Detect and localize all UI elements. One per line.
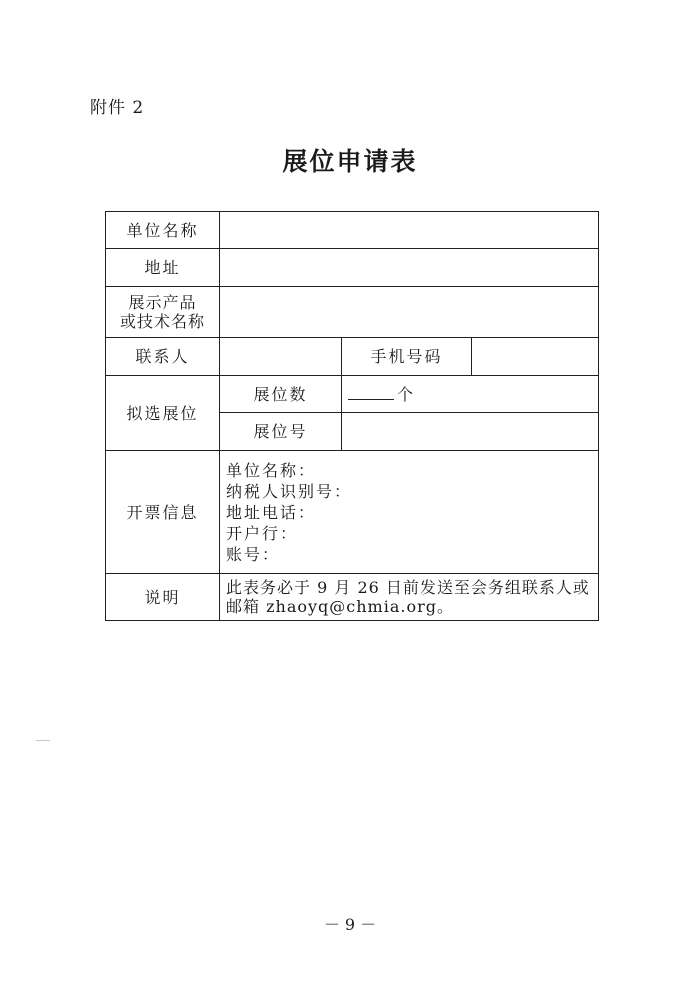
row-invoice	[106, 451, 599, 574]
invoice-tax-id[interactable]: 纳税人识别号：	[226, 481, 353, 501]
booth-count-unit: 个	[397, 384, 414, 404]
address-field[interactable]	[220, 249, 599, 287]
invoice-company-name[interactable]: 单位名称：	[226, 460, 317, 480]
products-label-line2: 或技术名称	[119, 312, 205, 331]
row-products	[106, 287, 599, 338]
row-note	[106, 574, 599, 621]
row-contact	[106, 338, 599, 376]
invoice-fields	[220, 451, 599, 574]
row-booth-count	[106, 376, 599, 413]
page-number: － 9 －	[323, 915, 377, 934]
invoice-label: 开票信息	[106, 451, 220, 574]
booth-number-field[interactable]	[342, 413, 599, 451]
row-address	[106, 249, 599, 287]
company-name-field[interactable]	[220, 212, 599, 249]
products-field[interactable]	[220, 287, 599, 338]
booth-count-label: 展位数	[220, 376, 342, 413]
note-label: 说明	[106, 574, 220, 621]
mobile-field[interactable]	[472, 338, 599, 376]
company-name-label: 单位名称	[106, 212, 220, 249]
booth-count-cell	[342, 376, 599, 413]
products-label-line1: 展示产品	[128, 293, 197, 312]
booth-label: 拟选展位	[106, 376, 220, 451]
address-label: 地址	[106, 249, 220, 287]
products-label	[106, 287, 220, 338]
booth-count-field[interactable]	[348, 385, 394, 400]
scan-mark	[36, 740, 50, 741]
mobile-label: 手机号码	[342, 338, 472, 376]
page-title: 展位申请表	[282, 147, 418, 176]
row-company-name	[106, 212, 599, 249]
invoice-account[interactable]: 账号：	[226, 544, 281, 564]
invoice-address-phone[interactable]: 地址电话：	[226, 502, 317, 522]
attachment-label: 附件 2	[90, 98, 145, 118]
contact-label: 联系人	[106, 338, 220, 376]
contact-field[interactable]	[220, 338, 342, 376]
booth-number-label: 展位号	[220, 413, 342, 451]
note-text: 此表务必于 9 月 26 日前发送至会务组联系人或邮箱 zhaoyq@chmia.org。	[220, 574, 599, 621]
booth-application-table	[105, 211, 599, 621]
invoice-bank[interactable]: 开户行：	[226, 523, 299, 543]
